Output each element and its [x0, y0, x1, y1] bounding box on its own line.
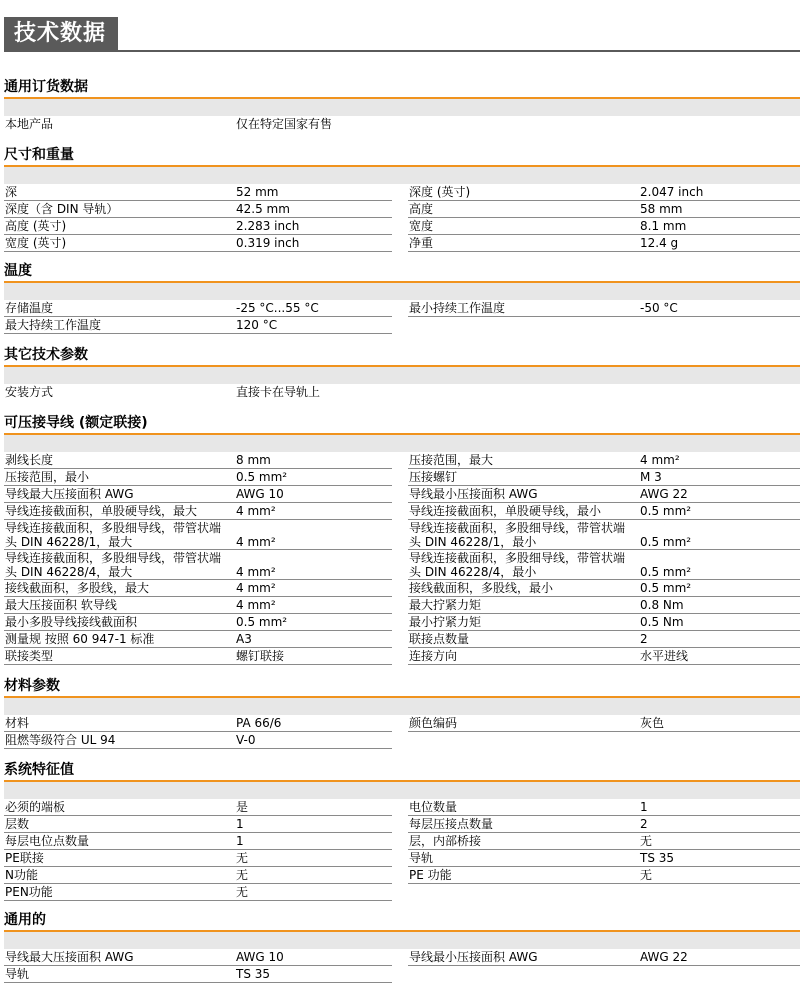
section-title: 尺寸和重量	[4, 147, 74, 163]
spec-label: 导线最大压接面积 AWG	[5, 950, 134, 964]
page-title: 技术数据	[4, 17, 118, 51]
row-divider	[4, 748, 392, 749]
spec-value: TS 35	[236, 967, 271, 981]
row-divider	[408, 468, 800, 469]
spec-value: A3	[236, 632, 252, 646]
spec-value: TS 35	[640, 851, 675, 865]
spec-label: 安装方式	[5, 385, 54, 399]
spec-label: 高度 (英寸)	[5, 219, 67, 233]
spec-label: PE 功能	[409, 868, 452, 882]
spec-value: 仅在特定国家有售	[236, 117, 333, 131]
spec-label: 导线最小压接面积 AWG	[409, 950, 538, 964]
row-divider	[4, 731, 392, 732]
spec-label: 存储温度	[5, 301, 54, 315]
row-divider	[408, 251, 800, 252]
section-title: 系统特征值	[4, 762, 74, 778]
spec-label: 本地产品	[5, 117, 54, 131]
spec-value: -25 °C...55 °C	[236, 301, 319, 315]
spec-value: 2	[640, 817, 648, 831]
row-divider	[4, 647, 392, 648]
section-title: 通用订货数据	[4, 79, 88, 95]
row-divider	[408, 849, 800, 850]
spec-label: 压接螺钉	[409, 470, 458, 484]
spec-label: PE联接	[5, 851, 44, 865]
spec-label: 深	[5, 185, 18, 199]
spec-value: 2	[640, 632, 648, 646]
section-band	[4, 698, 800, 715]
spec-label: 剥线长度	[5, 453, 54, 467]
spec-label: 材料	[5, 716, 30, 730]
spec-label: 宽度 (英寸)	[5, 236, 67, 250]
row-divider	[4, 832, 392, 833]
spec-label: 最小拧紧力矩	[409, 615, 482, 629]
spec-value: 0.319 inch	[236, 236, 300, 250]
spec-label: 导线连接截面积，多股细导线，带管状端	[5, 521, 222, 535]
row-divider	[4, 664, 392, 665]
spec-label: 导线连接截面积，多股细导线，带管状端	[409, 551, 626, 565]
spec-label: 导线最大压接面积 AWG	[5, 487, 134, 501]
spec-label: 最大持续工作温度	[5, 318, 102, 332]
row-divider	[4, 468, 392, 469]
row-divider	[408, 647, 800, 648]
spec-value: 0.8 Nm	[640, 598, 684, 612]
row-divider	[4, 333, 392, 334]
row-divider	[4, 849, 392, 850]
row-divider	[408, 731, 800, 732]
section-band	[4, 99, 800, 116]
spec-value: 12.4 g	[640, 236, 679, 250]
spec-label-cont: 头 DIN 46228/4，最小	[409, 565, 537, 579]
row-divider	[4, 613, 392, 614]
spec-value: 水平进线	[640, 649, 689, 663]
spec-label: 接线截面积，多股线，最大	[5, 581, 150, 595]
row-divider	[408, 596, 800, 597]
spec-value: 42.5 mm	[236, 202, 290, 216]
spec-value: 4 mm²	[236, 565, 276, 579]
spec-label: 净重	[409, 236, 434, 250]
row-divider	[4, 217, 392, 218]
spec-label: 导轨	[5, 967, 30, 981]
spec-value: 无	[236, 885, 249, 899]
spec-label: 导线最小压接面积 AWG	[409, 487, 538, 501]
row-divider	[408, 549, 800, 550]
spec-label: 导线连接截面积，多股细导线，带管状端	[5, 551, 222, 565]
section-title: 其它技术参数	[4, 347, 88, 363]
row-divider	[4, 596, 392, 597]
row-divider	[4, 519, 392, 520]
spec-label: 每层电位点数量	[5, 834, 90, 848]
row-divider	[408, 613, 800, 614]
spec-value: 0.5 mm²	[236, 615, 288, 629]
row-divider	[4, 982, 392, 983]
section-title: 材料参数	[4, 678, 60, 694]
spec-value: 0.5 mm²	[640, 504, 692, 518]
row-divider	[4, 866, 392, 867]
spec-label: 导线连接截面积，单股硬导线，最大	[5, 504, 198, 518]
spec-label: N功能	[5, 868, 38, 882]
spec-value: 灰色	[640, 716, 665, 730]
row-divider	[408, 883, 800, 884]
spec-label: 深度 (英寸)	[409, 185, 471, 199]
row-divider	[4, 316, 392, 317]
spec-label: 最小多股导线接线截面积	[5, 615, 138, 629]
spec-value: 120 °C	[236, 318, 278, 332]
spec-value: AWG 10	[236, 950, 284, 964]
spec-value: AWG 22	[640, 950, 688, 964]
spec-value: AWG 22	[640, 487, 688, 501]
row-divider	[408, 579, 800, 580]
row-divider	[4, 579, 392, 580]
section-band	[4, 435, 800, 452]
section-band	[4, 167, 800, 184]
row-divider	[4, 815, 392, 816]
row-divider	[408, 519, 800, 520]
spec-label: 阻燃等级符合 UL 94	[5, 733, 116, 747]
spec-value: 8.1 mm	[640, 219, 687, 233]
row-divider	[408, 502, 800, 503]
spec-value: 4 mm²	[236, 504, 276, 518]
row-divider	[4, 965, 392, 966]
row-divider	[4, 251, 392, 252]
row-divider	[4, 485, 392, 486]
spec-value: 4 mm²	[236, 535, 276, 549]
spec-label: 最大拧紧力矩	[409, 598, 482, 612]
spec-label: 压接范围，最小	[5, 470, 90, 484]
spec-label: 导轨	[409, 851, 434, 865]
spec-value: 0.5 Nm	[640, 615, 684, 629]
row-divider	[4, 549, 392, 550]
section-title: 温度	[4, 263, 32, 279]
spec-value: 直接卡在导轨上	[236, 385, 321, 399]
spec-value: 1	[236, 834, 244, 848]
spec-value: 0.5 mm²	[640, 565, 692, 579]
spec-value: -50 °C	[640, 301, 678, 315]
section-band	[4, 782, 800, 799]
spec-label: 联接类型	[5, 649, 54, 663]
spec-label: 层数	[5, 817, 30, 831]
spec-value: 0.5 mm²	[640, 535, 692, 549]
spec-value: M 3	[640, 470, 662, 484]
spec-value: 无	[640, 834, 653, 848]
spec-value: 0.5 mm²	[640, 581, 692, 595]
row-divider	[408, 217, 800, 218]
spec-value: 4 mm²	[640, 453, 680, 467]
section-band	[4, 367, 800, 384]
row-divider	[408, 832, 800, 833]
spec-label-cont: 头 DIN 46228/4，最大	[5, 565, 133, 579]
spec-value: V-0	[236, 733, 256, 747]
spec-label: 宽度	[409, 219, 434, 233]
spec-value: 52 mm	[236, 185, 279, 199]
row-divider	[408, 316, 800, 317]
row-divider	[408, 866, 800, 867]
row-divider	[4, 900, 392, 901]
row-divider	[4, 234, 392, 235]
spec-label: 最小持续工作温度	[409, 301, 506, 315]
spec-value: 1	[640, 800, 648, 814]
spec-label: 层，内部桥接	[409, 834, 482, 848]
spec-label: 导线连接截面积，多股细导线，带管状端	[409, 521, 626, 535]
spec-label: 高度	[409, 202, 434, 216]
spec-label: 接线截面积，多股线，最小	[409, 581, 554, 595]
row-divider	[4, 630, 392, 631]
row-divider	[4, 883, 392, 884]
section-title: 可压接导线 (额定联接)	[4, 415, 148, 431]
row-divider	[408, 630, 800, 631]
spec-value: 2.047 inch	[640, 185, 704, 199]
spec-value: 无	[640, 868, 653, 882]
spec-label: 连接方向	[409, 649, 458, 663]
spec-value: 无	[236, 851, 249, 865]
spec-value: 无	[236, 868, 249, 882]
spec-label-cont: 头 DIN 46228/1，最大	[5, 535, 133, 549]
row-divider	[4, 200, 392, 201]
spec-value: 0.5 mm²	[236, 470, 288, 484]
spec-value: 螺钉联接	[236, 649, 285, 663]
row-divider	[4, 502, 392, 503]
row-divider	[408, 664, 800, 665]
section-band	[4, 283, 800, 300]
row-divider	[408, 234, 800, 235]
spec-value: PA 66/6	[236, 716, 282, 730]
spec-label: 颜色编码	[409, 716, 458, 730]
spec-value: 2.283 inch	[236, 219, 300, 233]
spec-label: 必须的端板	[5, 800, 66, 814]
spec-label: PEN功能	[5, 885, 53, 899]
spec-label: 导线连接截面积，单股硬导线，最小	[409, 504, 602, 518]
spec-label: 最大压接面积 软导线	[5, 598, 117, 612]
spec-value: 4 mm²	[236, 598, 276, 612]
section-title: 通用的	[4, 912, 46, 928]
spec-label: 联接点数量	[409, 632, 470, 646]
spec-value: 58 mm	[640, 202, 683, 216]
row-divider	[408, 485, 800, 486]
spec-label: 测量规 按照 60 947-1 标准	[5, 632, 155, 646]
section-band	[4, 932, 800, 949]
spec-value: 8 mm	[236, 453, 271, 467]
spec-label: 压接范围，最大	[409, 453, 494, 467]
spec-value: 是	[236, 800, 249, 814]
spec-label-cont: 头 DIN 46228/1，最小	[409, 535, 537, 549]
spec-value: 1	[236, 817, 244, 831]
title-underline	[4, 50, 800, 52]
spec-value: 4 mm²	[236, 581, 276, 595]
row-divider	[408, 200, 800, 201]
row-divider	[408, 965, 800, 966]
spec-label: 每层压接点数量	[409, 817, 494, 831]
spec-label: 电位数量	[409, 800, 458, 814]
spec-label: 深度（含 DIN 导轨）	[5, 202, 119, 216]
spec-value: AWG 10	[236, 487, 284, 501]
row-divider	[408, 815, 800, 816]
